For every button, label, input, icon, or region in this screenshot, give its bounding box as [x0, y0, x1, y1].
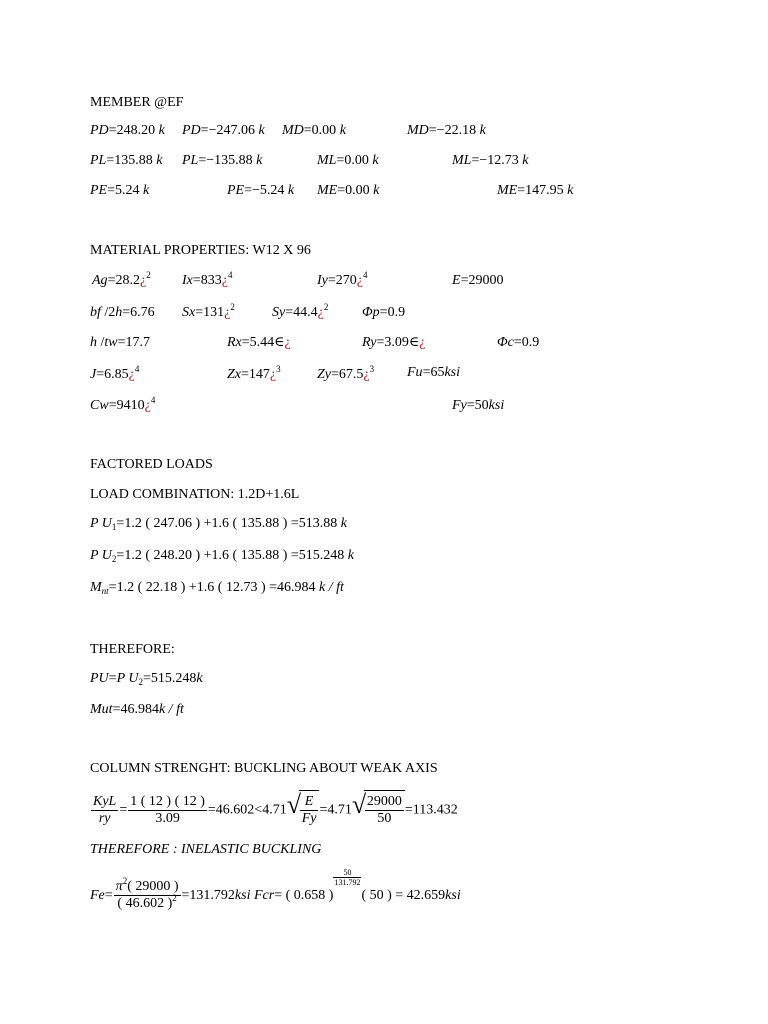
fy-symbol: Fy: [452, 398, 467, 413]
unit-k: k: [340, 516, 347, 531]
pu-symbol: P U: [90, 516, 112, 531]
material-title: MATERIAL PROPERTIES: W12 X 96: [90, 243, 311, 258]
e-cell: [452, 272, 503, 290]
unit-glyph: ¿: [221, 273, 229, 288]
sy-value: =44.4: [285, 305, 318, 320]
bf-symbol: bf: [90, 305, 101, 320]
sqrt-values: [352, 790, 405, 831]
pu-equation: [90, 670, 203, 688]
exponent-denominator: 131.792: [334, 878, 361, 887]
pl2-symbol: PL: [182, 153, 199, 168]
ml2-cell: [452, 152, 528, 170]
phic-cell: [497, 334, 539, 352]
cw-value: =9410: [108, 398, 145, 413]
mnt-equation: [90, 579, 344, 597]
phip-value: =0.9: [379, 305, 406, 320]
unit-ksi: ksi: [444, 365, 461, 380]
htw-tw: tw: [104, 335, 118, 350]
md1-value: =0.00: [303, 123, 337, 138]
phic-value: =0.9: [513, 335, 540, 350]
values-fraction: [365, 794, 404, 827]
pe2-cell: [227, 182, 294, 200]
unit-glyph: ¿: [317, 305, 324, 320]
htw-cell: [90, 334, 150, 352]
exponent: 4: [363, 270, 368, 280]
me1-value: =0.00: [337, 183, 370, 198]
fu-symbol: Fu: [407, 365, 423, 380]
unit-k: k: [373, 183, 380, 198]
pd2-value: =−247.06: [200, 123, 255, 138]
denominator: 50: [377, 811, 392, 827]
unit-k: k: [567, 183, 574, 198]
pi-symbol: π: [115, 879, 123, 895]
pu2-value: =1.2 ( 248.20 ) +1.6 ( 135.88 ) =515.248: [116, 548, 345, 563]
unit-k: k: [196, 671, 203, 686]
unit-glyph: ¿: [284, 335, 291, 350]
unit-glyph: ¿: [356, 273, 364, 288]
fe-value: =131.792: [181, 888, 235, 903]
unit-k: k: [258, 123, 265, 138]
ag-value: =28.2: [107, 273, 140, 288]
pu-symbol: P U: [90, 548, 112, 563]
sqrt-e-fy: [287, 790, 320, 831]
numerator: 1 ( 12 ) ( 12 ): [130, 794, 205, 809]
therefore-title: THEREFORE:: [90, 642, 175, 657]
unit-k: k: [347, 548, 354, 563]
pl2-value: =−135.88: [198, 153, 253, 168]
mnt-value: =1.2 ( 22.18 ) +1.6 ( 12.73 ) =46.984: [108, 580, 316, 595]
iy-cell: [317, 272, 368, 290]
inelastic-note: THEREFORE : INELASTIC BUCKLING: [90, 842, 322, 857]
e-fy-fraction: [300, 794, 319, 827]
j-cell: [90, 366, 139, 384]
htw-slash: /: [97, 335, 105, 350]
exponent: 2: [122, 876, 128, 887]
md2-symbol: MD: [407, 123, 429, 138]
equals-factor: =4.71: [319, 802, 352, 818]
unit-k: k: [339, 123, 346, 138]
denominator: ( 46.602 ): [117, 896, 173, 912]
subscript: 2: [111, 554, 117, 564]
e-value: =29000: [460, 273, 504, 288]
pd-symbol: PD: [90, 123, 109, 138]
bf-div: /2: [100, 305, 116, 320]
pe2-value: =−5.24: [244, 183, 285, 198]
equals: =: [108, 671, 117, 686]
fu-cell: [407, 364, 460, 382]
me2-symbol: ME: [497, 183, 518, 198]
mut-equation: [90, 701, 184, 719]
ml1-value: =0.00: [336, 153, 369, 168]
sy-symbol: Sy: [272, 305, 286, 320]
exponent: 2: [172, 893, 177, 904]
phip-cell: [362, 304, 405, 322]
member-title: MEMBER @EF: [90, 95, 184, 110]
unit-glyph: ¿: [224, 305, 231, 320]
exponent: 4: [150, 395, 156, 405]
fy-cell: [452, 397, 504, 415]
pu-symbol: PU: [90, 671, 109, 686]
unit-glyph: ¿: [144, 398, 151, 413]
unit-glyph: ¿: [139, 273, 147, 288]
me1-symbol: ME: [317, 183, 338, 198]
ml1-symbol: ML: [317, 153, 337, 168]
mut-value: =46.984: [112, 702, 159, 717]
j-symbol: J: [90, 367, 97, 382]
slenderness-equation: [90, 790, 458, 830]
unit-glyph: ¿: [363, 367, 370, 382]
exponent: 2: [146, 270, 151, 280]
radical-sign: √: [351, 790, 367, 819]
subscript: 2: [138, 677, 143, 687]
sx-symbol: Sx: [182, 305, 196, 320]
fe-fcr-equation: [90, 868, 461, 914]
zx-symbol: Zx: [227, 367, 241, 382]
pe1-symbol: PE: [90, 183, 108, 198]
ag-symbol: Ag: [92, 273, 108, 288]
zy-symbol: Zy: [317, 367, 331, 382]
exponent: 3: [276, 364, 281, 374]
ml1-cell: [317, 152, 379, 170]
pu2-equation: [90, 547, 354, 565]
pl2-cell: [182, 152, 262, 170]
fu-value: =65: [422, 365, 445, 380]
j-value: =6.85: [96, 367, 129, 382]
md2-cell: [407, 122, 486, 140]
exponent-fraction: [333, 868, 361, 887]
ml2-symbol: ML: [452, 153, 472, 168]
md1-cell: [282, 122, 346, 140]
ix-symbol: Ix: [182, 273, 193, 288]
me2-value: =147.95: [517, 183, 564, 198]
cw-symbol: Cw: [90, 398, 109, 413]
rx-value: =5.44∈: [241, 335, 285, 350]
zy-cell: [317, 366, 374, 384]
rx-symbol: Rx: [227, 335, 242, 350]
htw-h: h: [90, 335, 97, 350]
pu-value: =515.248: [143, 671, 197, 686]
pu2-symbol: P U: [116, 671, 139, 686]
fe-symbol: Fe: [90, 888, 105, 903]
mut-symbol: Mut: [90, 702, 113, 717]
kyl-symbol: KyL: [93, 794, 117, 809]
pd2-cell: [182, 122, 265, 140]
pd-value: =248.20: [108, 123, 156, 138]
equals: =: [104, 888, 113, 903]
fy-value: =50: [466, 398, 489, 413]
unit-k: k: [372, 153, 379, 168]
ry-symbol: ry: [98, 811, 111, 826]
unit-ksi: ksi: [234, 888, 251, 903]
unit-k: k: [256, 153, 263, 168]
unit-k: k: [156, 153, 163, 168]
unit-kft: k / ft: [158, 702, 184, 717]
e-symbol: E: [300, 794, 319, 811]
ry-cell: [362, 334, 426, 352]
ix-cell: [182, 272, 233, 290]
unit-k: k: [287, 183, 295, 198]
pl1-value: =135.88: [106, 153, 153, 168]
pu1-equation: [90, 515, 347, 533]
fcr-base: = ( 0.658 ): [274, 888, 334, 903]
phic-symbol: Φc: [497, 335, 514, 350]
iy-symbol: Iy: [317, 273, 328, 288]
unit-kft: k / ft: [319, 580, 344, 595]
unit-glyph: ¿: [128, 367, 135, 382]
exponent: 4: [134, 364, 140, 374]
md1-symbol: MD: [282, 123, 304, 138]
unit-ksi: ksi: [445, 888, 461, 903]
denominator: 3.09: [155, 811, 180, 826]
unit-k: k: [143, 183, 150, 198]
e-symbol: E: [452, 273, 461, 288]
phip-symbol: Φp: [362, 305, 380, 320]
radical-sign: √: [286, 790, 301, 819]
pe1-value: =5.24: [107, 183, 140, 198]
pd-row: [90, 122, 165, 140]
kyl-fraction: [91, 794, 118, 827]
factored-title: FACTORED LOADS: [90, 457, 213, 472]
pe1-cell: [90, 182, 149, 200]
sy-cell: [272, 304, 328, 322]
iy-value: =270: [327, 273, 357, 288]
exponent: 4: [228, 270, 233, 280]
pe2-symbol: PE: [227, 183, 245, 198]
zx-value: =147: [241, 367, 270, 382]
exponent-numerator: 50: [333, 868, 361, 878]
rx-cell: [227, 334, 291, 352]
slenderness-result: =113.432: [404, 802, 458, 818]
numerator: 29000: [366, 794, 402, 810]
pl1-cell: [90, 152, 162, 170]
htw-value: =17.7: [117, 335, 151, 350]
equals: =: [119, 802, 128, 818]
exponent: 2: [323, 302, 329, 312]
kyl-value-fraction: [128, 794, 207, 827]
ry-symbol: Ry: [362, 335, 377, 350]
zx-cell: [227, 366, 281, 384]
pd2-symbol: PD: [182, 123, 201, 138]
sx-cell: [182, 304, 235, 322]
h-symbol: h: [115, 305, 123, 320]
unit-glyph: ¿: [269, 367, 277, 382]
bf-value: =6.76: [122, 305, 155, 320]
ix-value: =833: [192, 273, 222, 288]
load-combination: LOAD COMBINATION: 1.2D+1.6L: [90, 487, 300, 502]
unit-k: k: [479, 123, 486, 138]
md2-value: =−22.18: [428, 123, 477, 138]
column-title: COLUMN STRENGHT: BUCKLING ABOUT WEAK AXIS: [90, 761, 438, 776]
exponent: 3: [369, 364, 375, 374]
unit-k: k: [522, 153, 529, 168]
fy-symbol: Fy: [301, 811, 317, 827]
m-symbol: M: [90, 580, 102, 595]
unit-glyph: ¿: [419, 335, 426, 350]
numerator: ( 29000 ): [127, 879, 179, 895]
unit-k: k: [158, 123, 165, 138]
fcr-value: ( 50 ) = 42.659: [361, 888, 446, 903]
bf-cell: [90, 304, 155, 322]
ag-cell: [92, 272, 151, 290]
unit-ksi: ksi: [488, 398, 505, 413]
fcr-symbol: Fcr: [253, 888, 275, 903]
me2-cell: [497, 182, 573, 200]
comparison: =46.602<4.71: [207, 802, 287, 818]
fe-fraction: [114, 876, 181, 912]
me1-cell: [317, 182, 379, 200]
exponent: 2: [230, 302, 235, 312]
sx-value: =131: [195, 305, 225, 320]
cw-cell: [90, 397, 155, 415]
ry-value: =3.09∈: [376, 335, 420, 350]
subscript: 1: [111, 522, 117, 532]
zy-value: =67.5: [331, 367, 364, 382]
pl1-symbol: PL: [90, 153, 107, 168]
pu1-value: =1.2 ( 247.06 ) +1.6 ( 135.88 ) =513.88: [116, 516, 338, 531]
ml2-value: =−12.73: [471, 153, 519, 168]
subscript: nt: [101, 586, 109, 596]
